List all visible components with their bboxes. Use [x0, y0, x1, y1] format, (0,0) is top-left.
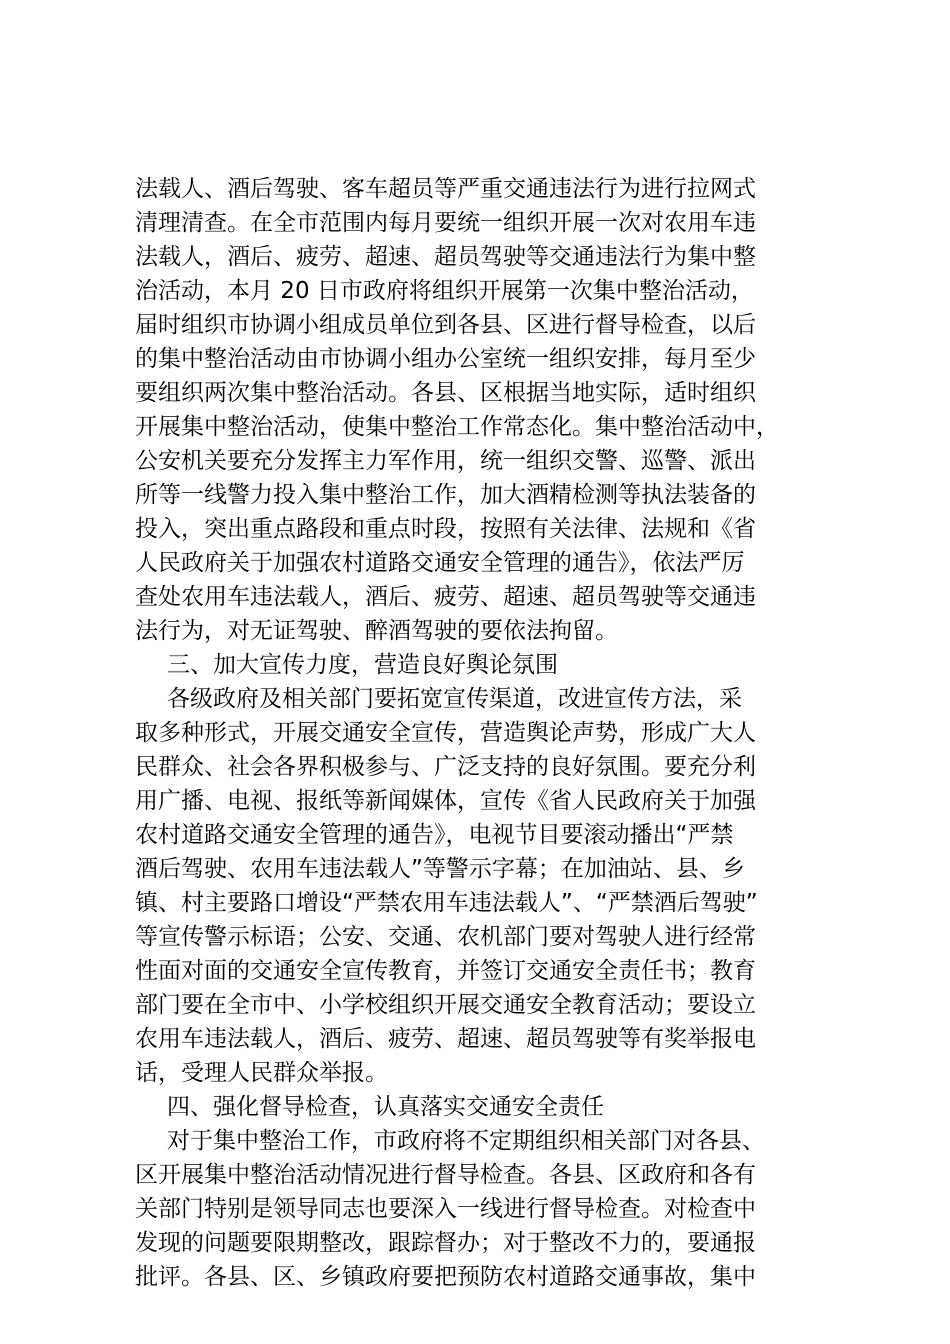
document-body — [135, 172, 825, 1294]
text-line: 投入，突出重点路段和重点时段，按照有关法律、法规和《省 — [135, 516, 756, 542]
text-line: 届时组织市协调小组成员单位到各县、区进行督导检查，以后 — [135, 312, 756, 338]
paragraph-first-line: 对于集中整治工作，市政府将不定期组织相关部门对各县、 — [167, 1128, 765, 1154]
text-line: 民群众、社会各界积极参与、广泛支持的良好氛围。要充分利 — [135, 754, 756, 780]
text-line: 镇、村主要路口增设“严禁农用车违法载人”、“严禁酒后驾驶” — [135, 890, 758, 916]
text-line: 等宣传警示标语；公安、交通、农机部门要对驾驶人进行经常 — [135, 924, 756, 950]
text-line: 法载人、酒后驾驶、客车超员等严重交通违法行为进行拉网式 — [135, 176, 756, 202]
text-line: 话，受理人民群众举报。 — [135, 1060, 388, 1086]
text-line: 公安机关要充分发挥主力军作用，统一组织交警、巡警、派出 — [135, 448, 756, 474]
text-line: 要组织两次集中整治活动。各县、区根据当地实际，适时组织 — [135, 380, 756, 406]
text-line: 所等一线警力投入集中整治工作，加大酒精检测等执法装备的 — [135, 482, 756, 508]
text-line: 发现的问题要限期整改，跟踪督办；对于整改不力的，要通报 — [135, 1230, 756, 1256]
text-line: 关部门特别是领导同志也要深入一线进行督导检查。对检查中 — [135, 1196, 756, 1222]
text-line: 性面对面的交通安全宣传教育，并签订交通安全责任书；教育 — [135, 958, 756, 984]
section-heading: 三、加大宣传力度，营造良好舆论氛围 — [167, 652, 558, 678]
text-line: 部门要在全市中、小学校组织开展交通安全教育活动；要设立 — [135, 992, 756, 1018]
section-heading: 四、强化督导检查，认真落实交通安全责任 — [167, 1094, 604, 1120]
text-line: 治活动，本月 20 日市政府将组织开展第一次集中整治活动， — [135, 278, 754, 304]
text-line: 取多种形式，开展交通安全宣传，营造舆论声势，形成广大人 — [135, 720, 756, 746]
paragraph-first-line: 各级政府及相关部门要拓宽宣传渠道，改进宣传方法，采 — [167, 686, 742, 712]
text-line: 批评。各县、区、乡镇政府要把预防农村道路交通事故，集中 — [135, 1264, 756, 1290]
text-line: 人民政府关于加强农村道路交通安全管理的通告》，依法严厉 — [135, 550, 745, 576]
text-line: 用广播、电视、报纸等新闻媒体，宣传《省人民政府关于加强 — [135, 788, 756, 814]
text-line: 法行为，对无证驾驶、醉酒驾驶的要依法拘留。 — [135, 618, 618, 644]
text-line: 查处农用车违法载人，酒后、疲劳、超速、超员驾驶等交通违 — [135, 584, 756, 610]
text-line: 区开展集中整治活动情况进行督导检查。各县、区政府和各有 — [135, 1162, 756, 1188]
text-line: 农用车违法载人，酒后、疲劳、超速、超员驾驶等有奖举报电 — [135, 1026, 756, 1052]
text-line: 开展集中整治活动，使集中整治工作常态化。集中整治活动中， — [135, 414, 779, 440]
text-line: 农村道路交通安全管理的通告》，电视节目要滚动播出“严禁 — [135, 822, 734, 848]
text-line: 的集中整治活动由市协调小组办公室统一组织安排，每月至少 — [135, 346, 756, 372]
text-line: 酒后驾驶、农用车违法载人”等警示字幕；在加油站、县、乡 — [135, 856, 745, 882]
text-line: 法载人，酒后、疲劳、超速、超员驾驶等交通违法行为集中整 — [135, 244, 756, 270]
text-line: 清理清查。在全市范围内每月要统一组织开展一次对农用车违 — [135, 210, 756, 236]
